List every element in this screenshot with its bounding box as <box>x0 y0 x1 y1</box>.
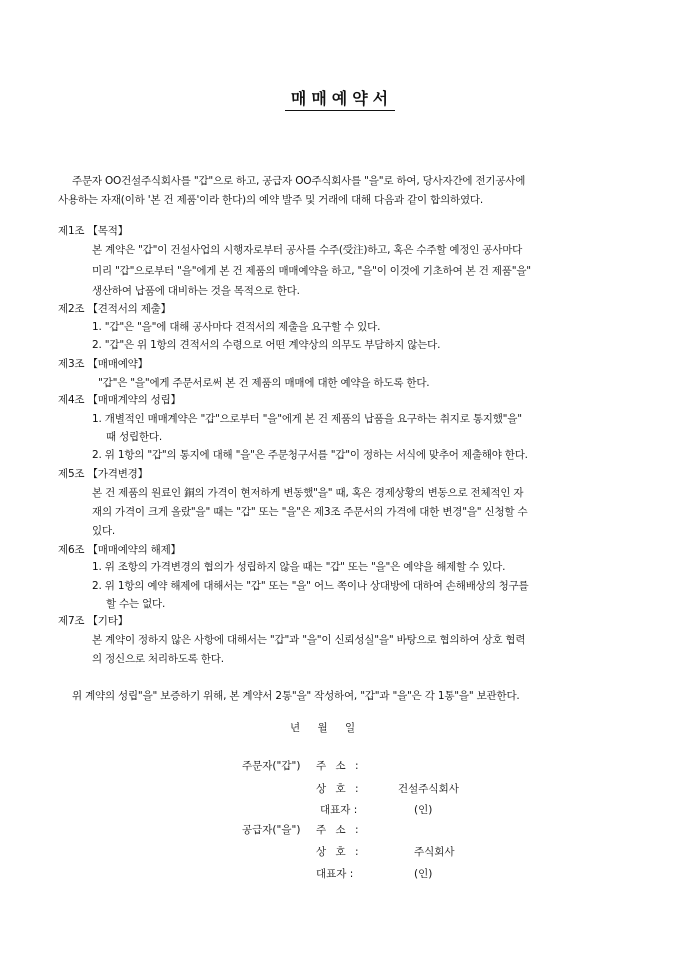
article-6-heading: 제6조 【매매예약의 해제】 <box>58 544 181 556</box>
supplier-seal: (인) <box>414 868 433 880</box>
article-5-heading: 제5조 【가격변경】 <box>58 468 148 480</box>
article-3-heading: 제3조 【매매예약】 <box>58 358 148 370</box>
article-6-line-2: 2. 위 1항의 예약 해제에 대해서는 "갑" 또는 "을" 어느 쪽이나 상대방에 대하여 손해배상의 청구를 <box>92 580 529 592</box>
article-4-line-2: 때 성립한다. <box>106 431 162 443</box>
supplier-label: 공급자("을") <box>242 824 301 836</box>
article-5-line-3: 있다. <box>92 525 116 537</box>
article-2-heading: 제2조 【견적서의 제출】 <box>58 303 171 315</box>
article-1-heading: 제1조 【목적】 <box>58 225 128 237</box>
supplier-address-label: 주 소 : <box>316 824 359 836</box>
supplier-company-value: 주식회사 <box>414 846 455 858</box>
article-1-line-1: 본 계약은 "갑"이 건설사업의 시행자로부터 공사를 수주(受注)하고, 혹은 수주할 예정인 공사마다 <box>92 244 523 256</box>
article-6-line-3: 할 수는 없다. <box>106 598 166 610</box>
closing-statement: 위 계약의 성립"을" 보증하기 위해, 본 계약서 2통"을" 작성하여, "갑"과 "을"은 각 1통"을" 보관한다. <box>72 690 520 702</box>
buyer-address-label: 주 소 : <box>316 760 359 772</box>
buyer-company-label: 상 호 : <box>316 783 359 795</box>
article-4-line-3: 2. 위 1항의 "갑"의 통지에 대해 "을"은 주문청구서를 "갑"이 정하는 서식에 맞추어 제출해야 한다. <box>92 449 528 461</box>
article-3-line-1: "갑"은 "을"에게 주문서로써 본 건 제품의 매매에 대한 예약을 하도록 한다. <box>98 377 430 389</box>
document-title <box>0 86 680 109</box>
preamble-line-2: 사용하는 자재(이하 '본 건 제품'이라 한다)의 예약 발주 및 거래에 대해 다음과 같이 합의하였다. <box>58 194 483 206</box>
contract-date: 년 월 일 <box>290 722 356 734</box>
article-1-line-2: 미리 "갑"으로부터 "을"에게 본 건 제품의 매매예약을 하고, "을"이 이것에 기초하여 본 건 제품"을" <box>92 265 531 277</box>
buyer-label: 주문자("갑") <box>242 760 301 772</box>
article-4-heading: 제4조 【매매계약의 성립】 <box>58 394 181 406</box>
article-7-line-1: 본 계약이 정하지 않은 사항에 대해서는 "갑"과 "을"이 신뢰성실"을" 바탕으로 협의하여 상호 협력 <box>92 634 526 646</box>
buyer-company-value: 건설주식회사 <box>398 783 459 795</box>
article-5-line-1: 본 건 제품의 원료인 銅의 가격이 현저하게 변동했"을" 때, 혹은 경제상황의 변동으로 전체적인 자 <box>92 487 524 499</box>
article-2-line-2: 2. "갑"은 위 1항의 견적서의 수령으로 어떤 계약상의 의무도 부담하지 않는다. <box>92 339 441 351</box>
article-7-line-2: 의 정신으로 처리하도록 한다. <box>92 653 224 665</box>
supplier-company-label: 상 호 : <box>316 846 359 858</box>
buyer-representative-label: 대표자 : <box>320 804 358 816</box>
document-title-text: 매매예약서 <box>285 89 395 111</box>
article-5-line-2: 재의 가격이 크게 올랐"을" 때는 "갑" 또는 "을"은 제3조 주문서의 가격에 대한 변경"을" 신청할 수 <box>92 506 528 518</box>
supplier-representative-label: 대표자 : <box>316 868 354 880</box>
article-2-line-1: 1. "갑"은 "을"에 대해 공사마다 견적서의 제출을 요구할 수 있다. <box>92 321 381 333</box>
preamble-line-1: 주문자 OO건설주식회사를 "갑"으로 하고, 공급자 OO주식회사를 "을"로 하여, 당사자간에 전기공사에 <box>72 175 526 187</box>
article-1-line-3: 생산하여 납품에 대비하는 것을 목적으로 한다. <box>92 285 300 297</box>
buyer-seal: (인) <box>414 804 433 816</box>
article-6-line-1: 1. 위 조항의 가격변경의 협의가 성립하지 않을 때는 "갑" 또는 "을"은 예약을 해제할 수 있다. <box>92 561 506 573</box>
article-4-line-1: 1. 개별적인 매매계약은 "갑"으로부터 "을"에게 본 건 제품의 납품을 요구하는 취지로 통지했"을" <box>92 413 522 425</box>
article-7-heading: 제7조 【기타】 <box>58 615 128 627</box>
